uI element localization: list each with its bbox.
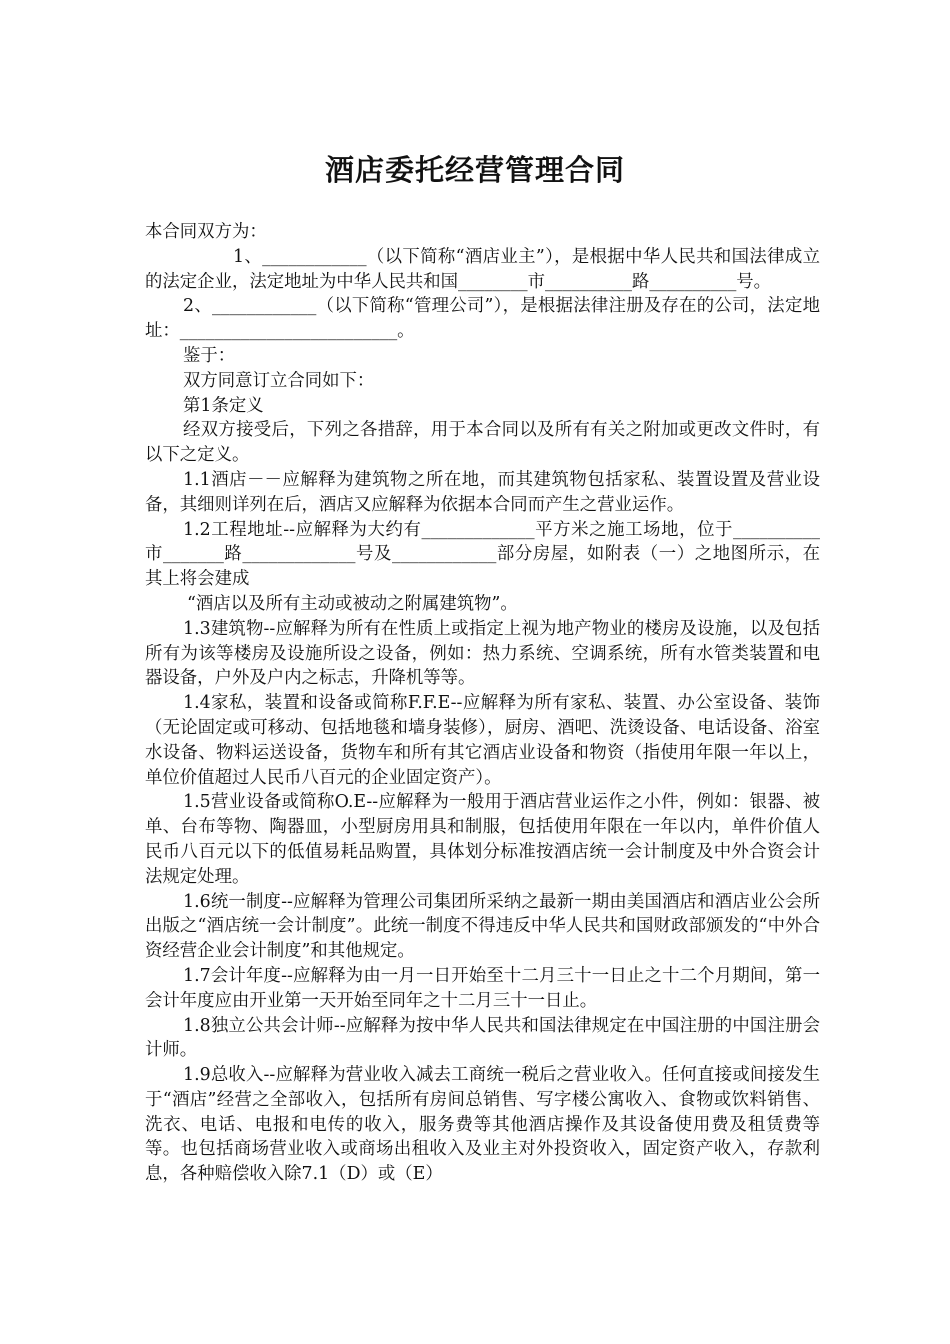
paragraph-agreement: 双方同意订立合同如下： bbox=[183, 370, 375, 391]
paragraph-party-1: 1、____________（以下简称“酒店业主”），是根据中华人民共和国法律成立的法定企业，法定地址为中华人民共和国________市__________路__________号。 bbox=[145, 246, 820, 292]
clause-1-3: 1.3建筑物--应解释为所有在性质上或指定上视为地产物业的楼房及设施，以及包括所有为该等楼房及设施所设之设备，例如：热力系统、空调系统，所有水管类装置和电器设备，户外及户内之标志，升降机等等。 bbox=[145, 618, 820, 689]
article-1-heading: 第1条定义 bbox=[183, 395, 264, 416]
paragraph-parties-intro: 本合同双方为： bbox=[145, 222, 267, 242]
paragraph-whereas: 鉴于： bbox=[183, 345, 236, 366]
clause-1-2: 1.2工程地址--应解释为大约有_____________平方米之施工场地，位于__________市_______路_____________号及____________部分房屋，如附表（一）之地图所示，在其上将会建成 bbox=[145, 519, 820, 590]
clause-1-4: 1.4家私，装置和设备或简称F.F.E--应解释为所有家私、装置、办公室设备、装饰（无论固定或可移动、包括地毯和墙身装修），厨房、酒吧、洗烫设备、电话设备、浴室水设备、物料运送设备，货物车和所有其它酒店业设备和物资（指使用年限一年以上，单位价值超过人民币八百元的企业固定资产）。 bbox=[145, 693, 820, 788]
document-title: 酒店委托经营管理合同 bbox=[324, 153, 625, 187]
clause-1-8: 1.8独立公共会计师--应解释为按中华人民共和国法律规定在中国注册的中国注册会计师。 bbox=[145, 1015, 820, 1061]
clause-1-2-continued: “酒店以及所有主动或被动之附属建筑物”。 bbox=[187, 593, 518, 614]
document-body bbox=[145, 220, 820, 1187]
paragraph-party-2: 2、____________（以下简称“管理公司”），是根据法律注册及存在的公司，法定地址：_________________________。 bbox=[145, 296, 820, 342]
clause-1-1: 1.1酒店－－应解释为建筑物之所在地，而其建筑物包括家私、装置设置及营业设备，其细则详列在后，酒店又应解释为依据本合同而产生之营业运作。 bbox=[145, 469, 820, 515]
clause-1-9: 1.9总收入--应解释为营业收入减去工商统一税后之营业收入。任何直接或间接发生于“酒店”经营之全部收入，包括所有房间总销售、写字楼公寓收入、食物或饮料销售、洗衣、电话、电报和电传的收入，服务费等其他酒店操作及其设备使用费及租赁费等等。也包括商场营业收入或商场出租收入及业主对外投资收入，固定资产收入，存款利息，各种赔偿收入除7.1（D）或（E） bbox=[145, 1065, 820, 1185]
clause-1-7: 1.7会计年度--应解释为由一月一日开始至十二月三十一日止之十二个月期间，第一会计年度应由开业第一天开始至同年之十二月三十一日止。 bbox=[145, 965, 820, 1011]
paragraph-definitions-intro: 经双方接受后，下列之各措辞，用于本合同以及所有有关之附加或更改文件时，有以下之定义。 bbox=[145, 420, 820, 466]
clause-1-5: 1.5营业设备或简称O.E--应解释为一般用于酒店营业运作之小件，例如：银器、被单、台布等物、陶器皿，小型厨房用具和制服，包括使用年限在一年以内，单件价值人民币八百元以下的低值易耗品购置，具体划分标准按酒店统一会计制度及中外合资会计法规定处理。 bbox=[145, 792, 820, 887]
clause-1-6: 1.6统一制度--应解释为管理公司集团所采纳之最新一期由美国酒店和酒店业公会所出版之“酒店统一会计制度”。此统一制度不得违反中华人民共和国财政部颁发的“中外合资经营企业会计制度”和其他规定。 bbox=[145, 891, 820, 962]
